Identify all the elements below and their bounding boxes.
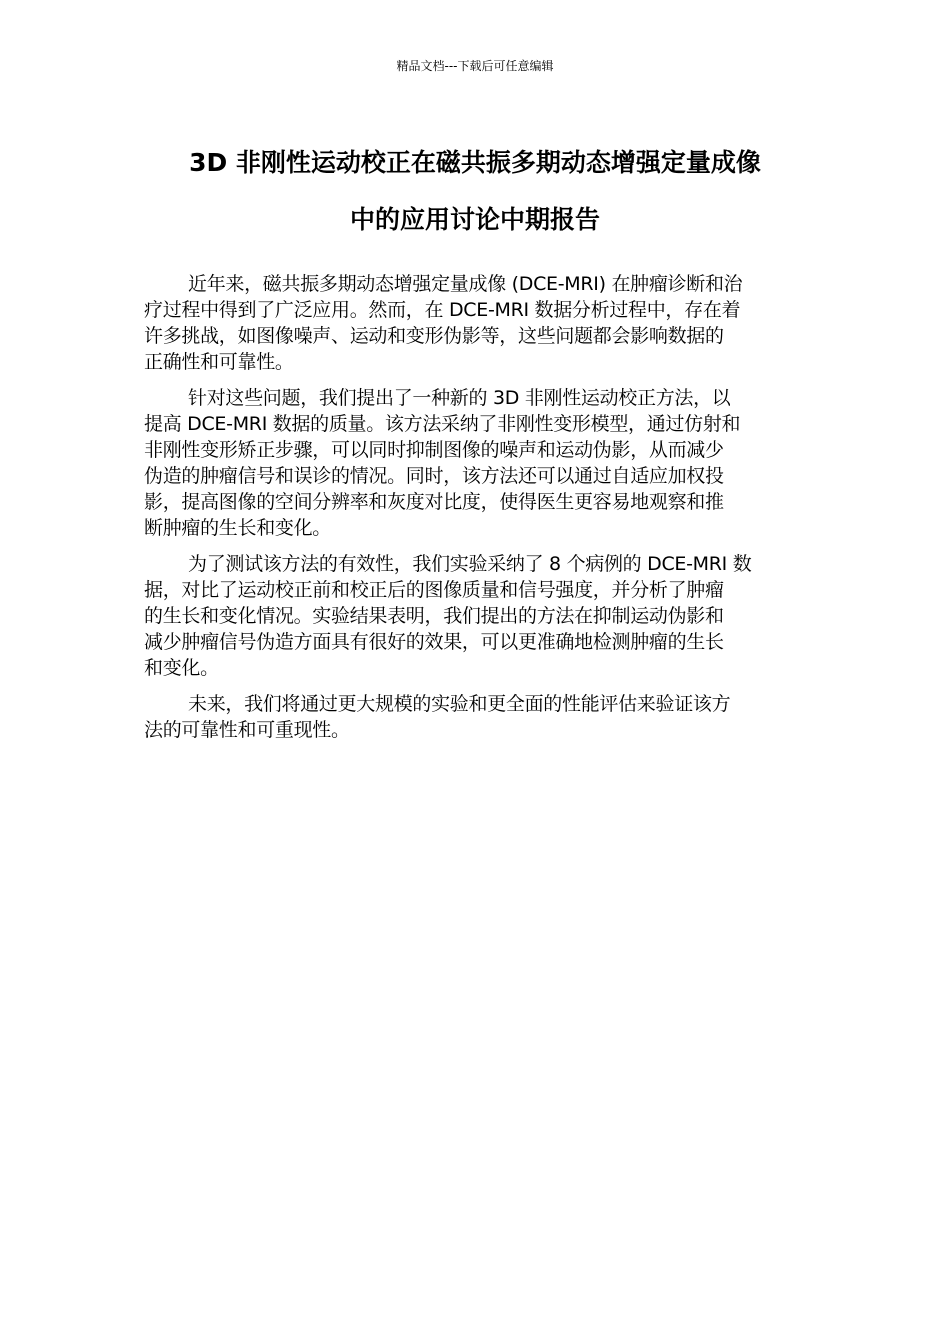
paragraph-line: 减少肿瘤信号伪造方面具有很好的效果，可以更准确地检测肿瘤的生长 bbox=[144, 631, 724, 653]
paragraph-line: 正确性和可靠性。 bbox=[144, 351, 294, 373]
paragraph-line: 影，提高图像的空间分辨率和灰度对比度，使得医生更容易地观察和推 bbox=[144, 491, 724, 513]
document-body bbox=[144, 271, 812, 753]
paragraph-3 bbox=[144, 551, 812, 681]
paragraph-line: 断肿瘤的生长和变化。 bbox=[144, 517, 332, 539]
paragraph-line: 非刚性变形矫正步骤，可以同时抑制图像的噪声和运动伪影，从而减少 bbox=[144, 439, 724, 461]
paragraph-line: 为了测试该方法的有效性，我们实验采纳了 8 个病例的 DCE-MRI 数 bbox=[188, 553, 752, 575]
document-title bbox=[120, 134, 830, 248]
paragraph-line: 据，对比了运动校正前和校正后的图像质量和信号强度，并分析了肿瘤 bbox=[144, 579, 724, 601]
paragraph-line: 的生长和变化情况。实验结果表明，我们提出的方法在抑制运动伪影和 bbox=[144, 605, 724, 627]
paragraph-1 bbox=[144, 271, 812, 375]
paragraph-line: 和变化。 bbox=[144, 657, 219, 679]
paragraph-line: 未来，我们将通过更大规模的实验和更全面的性能评估来验证该方 bbox=[188, 693, 731, 715]
paragraph-line: 疗过程中得到了广泛应用。然而，在 DCE-MRI 数据分析过程中，存在着 bbox=[144, 299, 741, 321]
paragraph-line: 针对这些问题，我们提出了一种新的 3D 非刚性运动校正方法，以 bbox=[188, 387, 731, 409]
title-line: 中的应用讨论中期报告 bbox=[349, 205, 600, 234]
title-line: 3D 非刚性运动校正在磁共振多期动态增强定量成像 bbox=[189, 148, 761, 177]
paragraph-2 bbox=[144, 385, 812, 541]
paragraph-line: 许多挑战，如图像噪声、运动和变形伪影等，这些问题都会影响数据的 bbox=[144, 325, 724, 347]
header-note: 精品文档---下载后可任意编辑 bbox=[396, 59, 554, 73]
paragraph-line: 近年来，磁共振多期动态增强定量成像 (DCE-MRI) 在肿瘤诊断和治 bbox=[188, 273, 743, 295]
paragraph-line: 伪造的肿瘤信号和误诊的情况。同时，该方法还可以通过自适应加权投 bbox=[144, 465, 724, 487]
paragraph-line: 提高 DCE-MRI 数据的质量。该方法采纳了非刚性变形模型，通过仿射和 bbox=[144, 413, 741, 435]
paragraph-4 bbox=[144, 691, 812, 743]
paragraph-line: 法的可靠性和可重现性。 bbox=[144, 719, 350, 741]
